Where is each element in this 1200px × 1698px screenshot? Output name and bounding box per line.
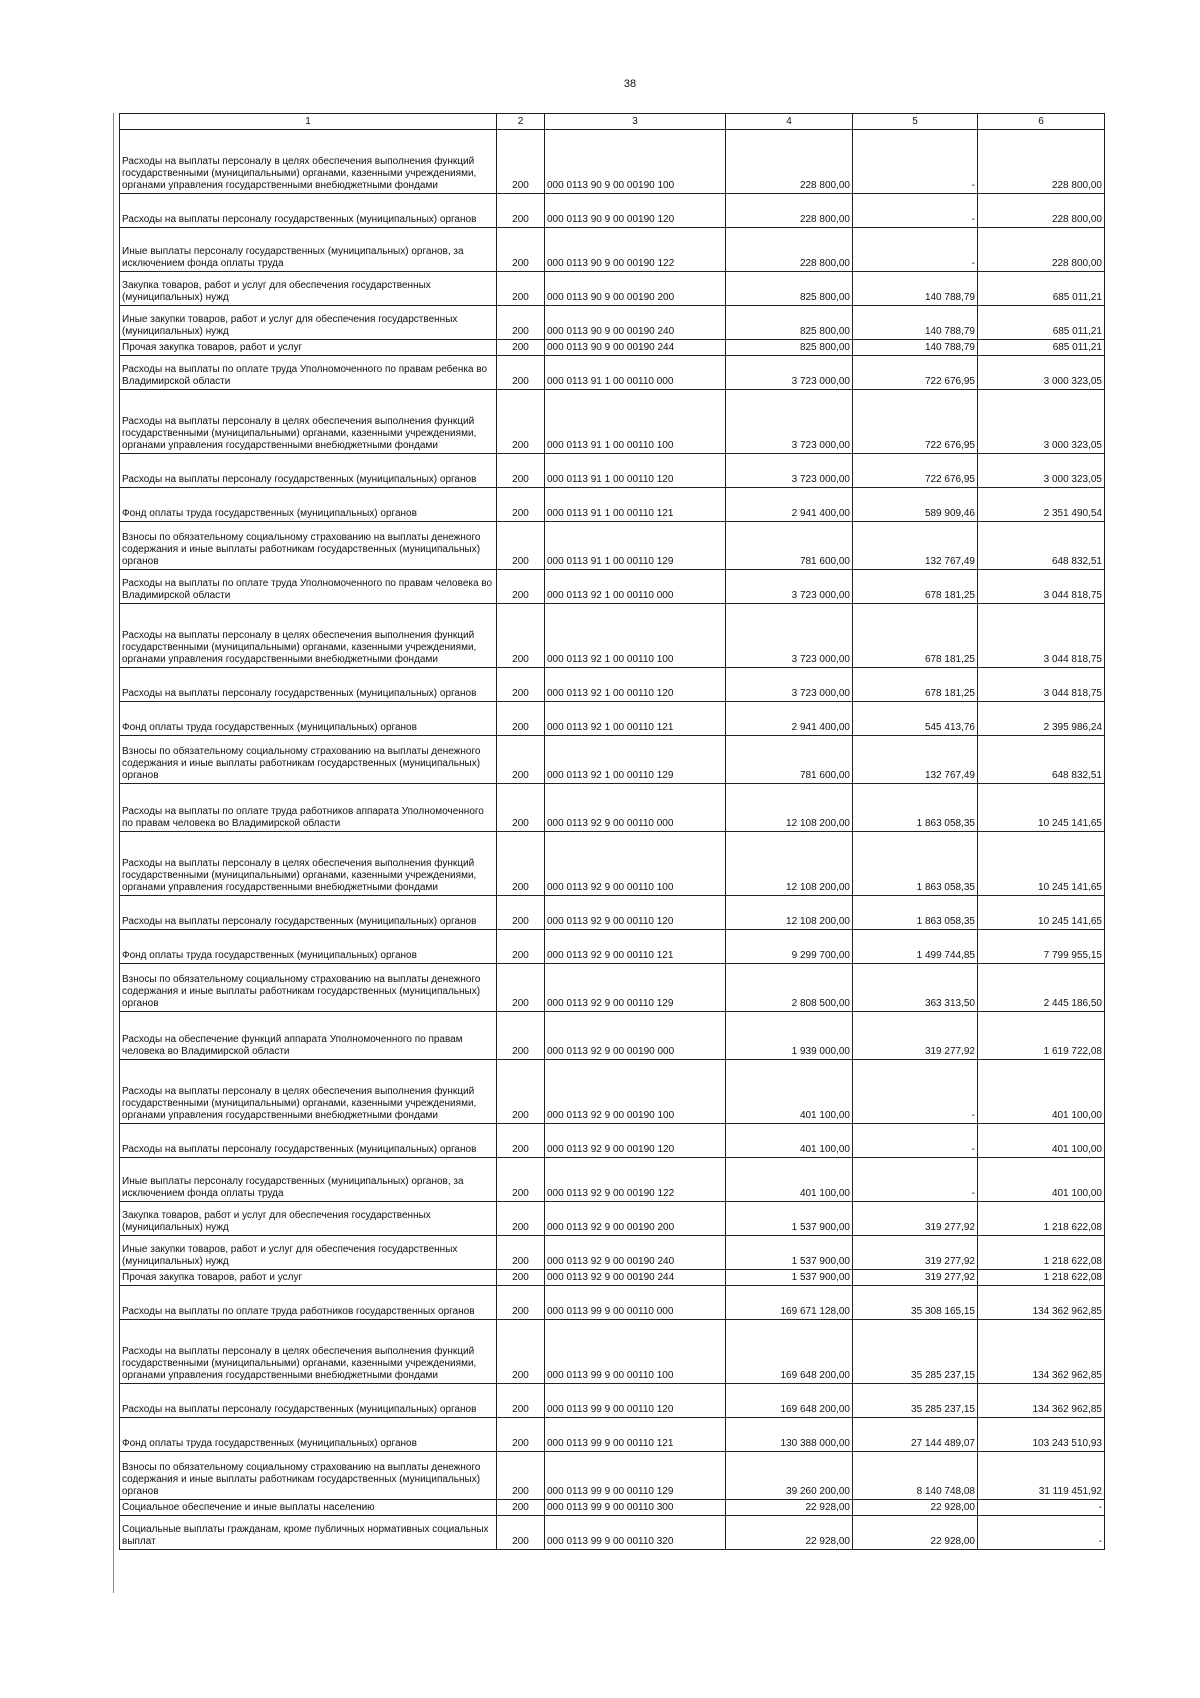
column-header-1: 1 xyxy=(120,114,497,130)
remaining-amount-cell: 685 011,21 xyxy=(978,340,1105,356)
classification-code-cell: 000 0113 99 9 00 00110 121 xyxy=(545,1418,726,1452)
remaining-amount-cell: 1 218 622,08 xyxy=(978,1202,1105,1236)
approved-amount-cell: 169 648 200,00 xyxy=(726,1320,853,1384)
expense-name-cell: Расходы на выплаты персоналу государственных (муниципальных) органов xyxy=(120,194,497,228)
classification-code-cell: 000 0113 91 1 00 00110 100 xyxy=(545,390,726,454)
remaining-amount-cell: 685 011,21 xyxy=(978,272,1105,306)
table-row xyxy=(120,1384,1105,1418)
executed-amount-cell: 140 788,79 xyxy=(853,306,978,340)
remaining-amount-cell: 3 044 818,75 xyxy=(978,604,1105,668)
table-row xyxy=(120,194,1105,228)
line-code-cell: 200 xyxy=(497,272,545,306)
line-code-cell: 200 xyxy=(497,1286,545,1320)
line-code-cell: 200 xyxy=(497,736,545,784)
approved-amount-cell: 2 808 500,00 xyxy=(726,964,853,1012)
expense-name-cell: Фонд оплаты труда государственных (муниципальных) органов xyxy=(120,702,497,736)
expense-name-cell: Иные выплаты персоналу государственных (муниципальных) органов, за исключением фонда оплаты труда xyxy=(120,1158,497,1202)
executed-amount-cell: 722 676,95 xyxy=(853,454,978,488)
table-row xyxy=(120,1500,1105,1516)
approved-amount-cell: 22 928,00 xyxy=(726,1516,853,1550)
line-code-cell: 200 xyxy=(497,194,545,228)
approved-amount-cell: 22 928,00 xyxy=(726,1500,853,1516)
table-row xyxy=(120,1270,1105,1286)
expense-name-cell: Фонд оплаты труда государственных (муниципальных) органов xyxy=(120,930,497,964)
classification-code-cell: 000 0113 92 9 00 00190 120 xyxy=(545,1124,726,1158)
executed-amount-cell: - xyxy=(853,1124,978,1158)
table-row xyxy=(120,604,1105,668)
approved-amount-cell: 12 108 200,00 xyxy=(726,896,853,930)
classification-code-cell: 000 0113 92 1 00 00110 129 xyxy=(545,736,726,784)
expense-name-cell: Иные выплаты персоналу государственных (муниципальных) органов, за исключением фонда оплаты труда xyxy=(120,228,497,272)
table-row xyxy=(120,702,1105,736)
classification-code-cell: 000 0113 99 9 00 00110 300 xyxy=(545,1500,726,1516)
remaining-amount-cell: 685 011,21 xyxy=(978,306,1105,340)
line-code-cell: 200 xyxy=(497,228,545,272)
table-row xyxy=(120,454,1105,488)
remaining-amount-cell: 228 800,00 xyxy=(978,130,1105,194)
classification-code-cell: 000 0113 92 1 00 00110 100 xyxy=(545,604,726,668)
executed-amount-cell: 319 277,92 xyxy=(853,1236,978,1270)
approved-amount-cell: 401 100,00 xyxy=(726,1158,853,1202)
approved-amount-cell: 228 800,00 xyxy=(726,194,853,228)
table-body xyxy=(120,130,1105,1550)
line-code-cell: 200 xyxy=(497,896,545,930)
expense-name-cell: Расходы на выплаты по оплате труда Уполномоченного по правам человека во Владимирской области xyxy=(120,570,497,604)
approved-amount-cell: 130 388 000,00 xyxy=(726,1418,853,1452)
approved-amount-cell: 2 941 400,00 xyxy=(726,488,853,522)
classification-code-cell: 000 0113 92 1 00 00110 121 xyxy=(545,702,726,736)
executed-amount-cell: 678 181,25 xyxy=(853,604,978,668)
table-row xyxy=(120,340,1105,356)
line-code-cell: 200 xyxy=(497,488,545,522)
classification-code-cell: 000 0113 99 9 00 00110 320 xyxy=(545,1516,726,1550)
table-row xyxy=(120,356,1105,390)
budget-execution-table xyxy=(119,113,1105,1550)
line-code-cell: 200 xyxy=(497,1202,545,1236)
approved-amount-cell: 3 723 000,00 xyxy=(726,356,853,390)
approved-amount-cell: 3 723 000,00 xyxy=(726,390,853,454)
line-code-cell: 200 xyxy=(497,1320,545,1384)
executed-amount-cell: 319 277,92 xyxy=(853,1202,978,1236)
classification-code-cell: 000 0113 90 9 00 00190 100 xyxy=(545,130,726,194)
expense-name-cell: Социальные выплаты гражданам, кроме публичных нормативных социальных выплат xyxy=(120,1516,497,1550)
executed-amount-cell: 35 285 237,15 xyxy=(853,1320,978,1384)
executed-amount-cell: 140 788,79 xyxy=(853,272,978,306)
executed-amount-cell: - xyxy=(853,194,978,228)
executed-amount-cell: 589 909,46 xyxy=(853,488,978,522)
classification-code-cell: 000 0113 92 9 00 00110 129 xyxy=(545,964,726,1012)
executed-amount-cell: 8 140 748,08 xyxy=(853,1452,978,1500)
executed-amount-cell: 1 863 058,35 xyxy=(853,784,978,832)
executed-amount-cell: 35 308 165,15 xyxy=(853,1286,978,1320)
remaining-amount-cell: 2 445 186,50 xyxy=(978,964,1105,1012)
expense-name-cell: Расходы на выплаты персоналу в целях обеспечения выполнения функций государственными (муниципальными) органами, казенными учреждениями, органами управления государственными внебюджетными фондами xyxy=(120,390,497,454)
remaining-amount-cell: 3 044 818,75 xyxy=(978,668,1105,702)
executed-amount-cell: - xyxy=(853,228,978,272)
approved-amount-cell: 169 648 200,00 xyxy=(726,1384,853,1418)
classification-code-cell: 000 0113 90 9 00 00190 240 xyxy=(545,306,726,340)
expense-name-cell: Фонд оплаты труда государственных (муниципальных) органов xyxy=(120,1418,497,1452)
line-code-cell: 200 xyxy=(497,306,545,340)
remaining-amount-cell: - xyxy=(978,1500,1105,1516)
remaining-amount-cell: 3 000 323,05 xyxy=(978,356,1105,390)
classification-code-cell: 000 0113 91 1 00 00110 120 xyxy=(545,454,726,488)
table-row xyxy=(120,522,1105,570)
classification-code-cell: 000 0113 91 1 00 00110 000 xyxy=(545,356,726,390)
remaining-amount-cell: 31 119 451,92 xyxy=(978,1452,1105,1500)
approved-amount-cell: 1 537 900,00 xyxy=(726,1202,853,1236)
line-code-cell: 200 xyxy=(497,570,545,604)
approved-amount-cell: 39 260 200,00 xyxy=(726,1452,853,1500)
table-row xyxy=(120,1158,1105,1202)
remaining-amount-cell: 2 395 986,24 xyxy=(978,702,1105,736)
approved-amount-cell: 169 671 128,00 xyxy=(726,1286,853,1320)
expense-name-cell: Расходы на выплаты персоналу в целях обеспечения выполнения функций государственными (муниципальными) органами, казенными учреждениями, органами управления государственными внебюджетными фондами xyxy=(120,1060,497,1124)
remaining-amount-cell: 401 100,00 xyxy=(978,1060,1105,1124)
classification-code-cell: 000 0113 99 9 00 00110 120 xyxy=(545,1384,726,1418)
expense-name-cell: Расходы на выплаты персоналу в целях обеспечения выполнения функций государственными (муниципальными) органами, казенными учреждениями, органами управления государственными внебюджетными фондами xyxy=(120,130,497,194)
remaining-amount-cell: 3 000 323,05 xyxy=(978,454,1105,488)
remaining-amount-cell: 1 218 622,08 xyxy=(978,1270,1105,1286)
line-code-cell: 200 xyxy=(497,832,545,896)
approved-amount-cell: 12 108 200,00 xyxy=(726,784,853,832)
expense-name-cell: Расходы на выплаты персоналу государственных (муниципальных) органов xyxy=(120,1124,497,1158)
line-code-cell: 200 xyxy=(497,356,545,390)
table-row xyxy=(120,1236,1105,1270)
expense-name-cell: Закупка товаров, работ и услуг для обеспечения государственных (муниципальных) нужд xyxy=(120,1202,497,1236)
executed-amount-cell: 140 788,79 xyxy=(853,340,978,356)
approved-amount-cell: 401 100,00 xyxy=(726,1060,853,1124)
table-row xyxy=(120,896,1105,930)
classification-code-cell: 000 0113 92 9 00 00110 100 xyxy=(545,832,726,896)
approved-amount-cell: 781 600,00 xyxy=(726,736,853,784)
classification-code-cell: 000 0113 90 9 00 00190 120 xyxy=(545,194,726,228)
table-row xyxy=(120,736,1105,784)
classification-code-cell: 000 0113 92 9 00 00110 120 xyxy=(545,896,726,930)
expense-name-cell: Социальное обеспечение и иные выплаты населению xyxy=(120,1500,497,1516)
remaining-amount-cell: 401 100,00 xyxy=(978,1158,1105,1202)
remaining-amount-cell: 228 800,00 xyxy=(978,228,1105,272)
classification-code-cell: 000 0113 92 9 00 00190 000 xyxy=(545,1012,726,1060)
executed-amount-cell: 1 499 744,85 xyxy=(853,930,978,964)
table-row xyxy=(120,1202,1105,1236)
line-code-cell: 200 xyxy=(497,1418,545,1452)
expense-name-cell: Иные закупки товаров, работ и услуг для обеспечения государственных (муниципальных) нужд xyxy=(120,306,497,340)
expense-name-cell: Взносы по обязательному социальному страхованию на выплаты денежного содержания и иные выплаты работникам государственных (муниципальных) органов xyxy=(120,522,497,570)
expense-name-cell: Закупка товаров, работ и услуг для обеспечения государственных (муниципальных) нужд xyxy=(120,272,497,306)
approved-amount-cell: 3 723 000,00 xyxy=(726,454,853,488)
expense-name-cell: Расходы на выплаты по оплате труда Уполномоченного по правам ребенка во Владимирской области xyxy=(120,356,497,390)
classification-code-cell: 000 0113 90 9 00 00190 122 xyxy=(545,228,726,272)
table-row xyxy=(120,1286,1105,1320)
table-header xyxy=(120,114,1105,130)
line-code-cell: 200 xyxy=(497,1500,545,1516)
expense-name-cell: Расходы на выплаты по оплате труда работников аппарата Уполномоченного по правам человека во Владимирской области xyxy=(120,784,497,832)
remaining-amount-cell: 3 000 323,05 xyxy=(978,390,1105,454)
table-row xyxy=(120,930,1105,964)
line-code-cell: 200 xyxy=(497,604,545,668)
expense-name-cell: Иные закупки товаров, работ и услуг для обеспечения государственных (муниципальных) нужд xyxy=(120,1236,497,1270)
line-code-cell: 200 xyxy=(497,130,545,194)
expense-name-cell: Прочая закупка товаров, работ и услуг xyxy=(120,1270,497,1286)
line-code-cell: 200 xyxy=(497,1124,545,1158)
classification-code-cell: 000 0113 92 9 00 00110 121 xyxy=(545,930,726,964)
line-code-cell: 200 xyxy=(497,390,545,454)
classification-code-cell: 000 0113 92 9 00 00190 100 xyxy=(545,1060,726,1124)
executed-amount-cell: 132 767,49 xyxy=(853,736,978,784)
remaining-amount-cell: 648 832,51 xyxy=(978,522,1105,570)
executed-amount-cell: 722 676,95 xyxy=(853,356,978,390)
executed-amount-cell: 678 181,25 xyxy=(853,570,978,604)
expense-name-cell: Расходы на выплаты персоналу государственных (муниципальных) органов xyxy=(120,1384,497,1418)
executed-amount-cell: 1 863 058,35 xyxy=(853,832,978,896)
remaining-amount-cell: 134 362 962,85 xyxy=(978,1286,1105,1320)
expense-name-cell: Взносы по обязательному социальному страхованию на выплаты денежного содержания и иные выплаты работникам государственных (муниципальных) органов xyxy=(120,1452,497,1500)
line-code-cell: 200 xyxy=(497,1516,545,1550)
table-row xyxy=(120,390,1105,454)
executed-amount-cell: 22 928,00 xyxy=(853,1500,978,1516)
approved-amount-cell: 3 723 000,00 xyxy=(726,668,853,702)
remaining-amount-cell: 134 362 962,85 xyxy=(978,1384,1105,1418)
table-row xyxy=(120,964,1105,1012)
classification-code-cell: 000 0113 92 9 00 00190 244 xyxy=(545,1270,726,1286)
classification-code-cell: 000 0113 92 9 00 00190 200 xyxy=(545,1202,726,1236)
remaining-amount-cell: 7 799 955,15 xyxy=(978,930,1105,964)
table-row xyxy=(120,1124,1105,1158)
remaining-amount-cell: 1 218 622,08 xyxy=(978,1236,1105,1270)
expense-name-cell: Фонд оплаты труда государственных (муниципальных) органов xyxy=(120,488,497,522)
approved-amount-cell: 1 537 900,00 xyxy=(726,1236,853,1270)
table-row xyxy=(120,228,1105,272)
approved-amount-cell: 228 800,00 xyxy=(726,130,853,194)
approved-amount-cell: 825 800,00 xyxy=(726,272,853,306)
classification-code-cell: 000 0113 92 1 00 00110 000 xyxy=(545,570,726,604)
line-code-cell: 200 xyxy=(497,1270,545,1286)
executed-amount-cell: 678 181,25 xyxy=(853,668,978,702)
line-code-cell: 200 xyxy=(497,784,545,832)
table-row xyxy=(120,306,1105,340)
expense-name-cell: Расходы на выплаты персоналу в целях обеспечения выполнения функций государственными (муниципальными) органами, казенными учреждениями, органами управления государственными внебюджетными фондами xyxy=(120,832,497,896)
table-row xyxy=(120,1516,1105,1550)
table-row xyxy=(120,272,1105,306)
classification-code-cell: 000 0113 91 1 00 00110 121 xyxy=(545,488,726,522)
column-header-6: 6 xyxy=(978,114,1105,130)
table-row xyxy=(120,1060,1105,1124)
line-code-cell: 200 xyxy=(497,454,545,488)
remaining-amount-cell: 648 832,51 xyxy=(978,736,1105,784)
executed-amount-cell: - xyxy=(853,130,978,194)
approved-amount-cell: 3 723 000,00 xyxy=(726,604,853,668)
approved-amount-cell: 401 100,00 xyxy=(726,1124,853,1158)
approved-amount-cell: 825 800,00 xyxy=(726,306,853,340)
expense-name-cell: Расходы на выплаты персоналу государственных (муниципальных) органов xyxy=(120,896,497,930)
line-code-cell: 200 xyxy=(497,1158,545,1202)
executed-amount-cell: 22 928,00 xyxy=(853,1516,978,1550)
table-row xyxy=(120,1320,1105,1384)
remaining-amount-cell: 228 800,00 xyxy=(978,194,1105,228)
remaining-amount-cell: 103 243 510,93 xyxy=(978,1418,1105,1452)
expense-name-cell: Расходы на выплаты персоналу в целях обеспечения выполнения функций государственными (муниципальными) органами, казенными учреждениями, органами управления государственными внебюджетными фондами xyxy=(120,604,497,668)
table-row xyxy=(120,488,1105,522)
line-code-cell: 200 xyxy=(497,1384,545,1418)
classification-code-cell: 000 0113 92 1 00 00110 120 xyxy=(545,668,726,702)
page-number: 38 xyxy=(623,78,637,90)
classification-code-cell: 000 0113 99 9 00 00110 000 xyxy=(545,1286,726,1320)
executed-amount-cell: 132 767,49 xyxy=(853,522,978,570)
approved-amount-cell: 228 800,00 xyxy=(726,228,853,272)
executed-amount-cell: 35 285 237,15 xyxy=(853,1384,978,1418)
approved-amount-cell: 1 939 000,00 xyxy=(726,1012,853,1060)
executed-amount-cell: 319 277,92 xyxy=(853,1270,978,1286)
classification-code-cell: 000 0113 99 9 00 00110 100 xyxy=(545,1320,726,1384)
remaining-amount-cell: 401 100,00 xyxy=(978,1124,1105,1158)
line-code-cell: 200 xyxy=(497,702,545,736)
expense-name-cell: Расходы на обеспечение функций аппарата Уполномоченного по правам человека во Владимирской области xyxy=(120,1012,497,1060)
line-code-cell: 200 xyxy=(497,930,545,964)
table-row xyxy=(120,570,1105,604)
column-number-row xyxy=(120,114,1105,130)
approved-amount-cell: 825 800,00 xyxy=(726,340,853,356)
line-code-cell: 200 xyxy=(497,1452,545,1500)
expense-name-cell: Прочая закупка товаров, работ и услуг xyxy=(120,340,497,356)
line-code-cell: 200 xyxy=(497,340,545,356)
executed-amount-cell: - xyxy=(853,1158,978,1202)
table-row xyxy=(120,130,1105,194)
classification-code-cell: 000 0113 91 1 00 00110 129 xyxy=(545,522,726,570)
classification-code-cell: 000 0113 90 9 00 00190 200 xyxy=(545,272,726,306)
expense-name-cell: Расходы на выплаты персоналу государственных (муниципальных) органов xyxy=(120,668,497,702)
approved-amount-cell: 3 723 000,00 xyxy=(726,570,853,604)
classification-code-cell: 000 0113 90 9 00 00190 244 xyxy=(545,340,726,356)
executed-amount-cell: 722 676,95 xyxy=(853,390,978,454)
table-row xyxy=(120,668,1105,702)
executed-amount-cell: 545 413,76 xyxy=(853,702,978,736)
classification-code-cell: 000 0113 92 9 00 00110 000 xyxy=(545,784,726,832)
approved-amount-cell: 12 108 200,00 xyxy=(726,832,853,896)
remaining-amount-cell: 3 044 818,75 xyxy=(978,570,1105,604)
table-row xyxy=(120,832,1105,896)
remaining-amount-cell: - xyxy=(978,1516,1105,1550)
line-code-cell: 200 xyxy=(497,964,545,1012)
executed-amount-cell: 363 313,50 xyxy=(853,964,978,1012)
expense-name-cell: Взносы по обязательному социальному страхованию на выплаты денежного содержания и иные выплаты работникам государственных (муниципальных) органов xyxy=(120,736,497,784)
approved-amount-cell: 781 600,00 xyxy=(726,522,853,570)
column-header-4: 4 xyxy=(726,114,853,130)
remaining-amount-cell: 134 362 962,85 xyxy=(978,1320,1105,1384)
classification-code-cell: 000 0113 99 9 00 00110 129 xyxy=(545,1452,726,1500)
executed-amount-cell: 319 277,92 xyxy=(853,1012,978,1060)
remaining-amount-cell: 10 245 141,65 xyxy=(978,896,1105,930)
expense-name-cell: Расходы на выплаты по оплате труда работников государственных органов xyxy=(120,1286,497,1320)
margin-rule xyxy=(113,113,114,1593)
expense-name-cell: Расходы на выплаты персоналу в целях обеспечения выполнения функций государственными (муниципальными) органами, казенными учреждениями, органами управления государственными внебюджетными фондами xyxy=(120,1320,497,1384)
line-code-cell: 200 xyxy=(497,668,545,702)
line-code-cell: 200 xyxy=(497,1236,545,1270)
table-row xyxy=(120,784,1105,832)
column-header-2: 2 xyxy=(497,114,545,130)
remaining-amount-cell: 2 351 490,54 xyxy=(978,488,1105,522)
remaining-amount-cell: 1 619 722,08 xyxy=(978,1012,1105,1060)
approved-amount-cell: 9 299 700,00 xyxy=(726,930,853,964)
line-code-cell: 200 xyxy=(497,1012,545,1060)
approved-amount-cell: 2 941 400,00 xyxy=(726,702,853,736)
line-code-cell: 200 xyxy=(497,522,545,570)
line-code-cell: 200 xyxy=(497,1060,545,1124)
classification-code-cell: 000 0113 92 9 00 00190 122 xyxy=(545,1158,726,1202)
table-row xyxy=(120,1452,1105,1500)
remaining-amount-cell: 10 245 141,65 xyxy=(978,784,1105,832)
executed-amount-cell: 27 144 489,07 xyxy=(853,1418,978,1452)
executed-amount-cell: 1 863 058,35 xyxy=(853,896,978,930)
classification-code-cell: 000 0113 92 9 00 00190 240 xyxy=(545,1236,726,1270)
column-header-3: 3 xyxy=(545,114,726,130)
table-row xyxy=(120,1012,1105,1060)
table-row xyxy=(120,1418,1105,1452)
approved-amount-cell: 1 537 900,00 xyxy=(726,1270,853,1286)
expense-name-cell: Взносы по обязательному социальному страхованию на выплаты денежного содержания и иные выплаты работникам государственных (муниципальных) органов xyxy=(120,964,497,1012)
executed-amount-cell: - xyxy=(853,1060,978,1124)
expense-name-cell: Расходы на выплаты персоналу государственных (муниципальных) органов xyxy=(120,454,497,488)
column-header-5: 5 xyxy=(853,114,978,130)
remaining-amount-cell: 10 245 141,65 xyxy=(978,832,1105,896)
